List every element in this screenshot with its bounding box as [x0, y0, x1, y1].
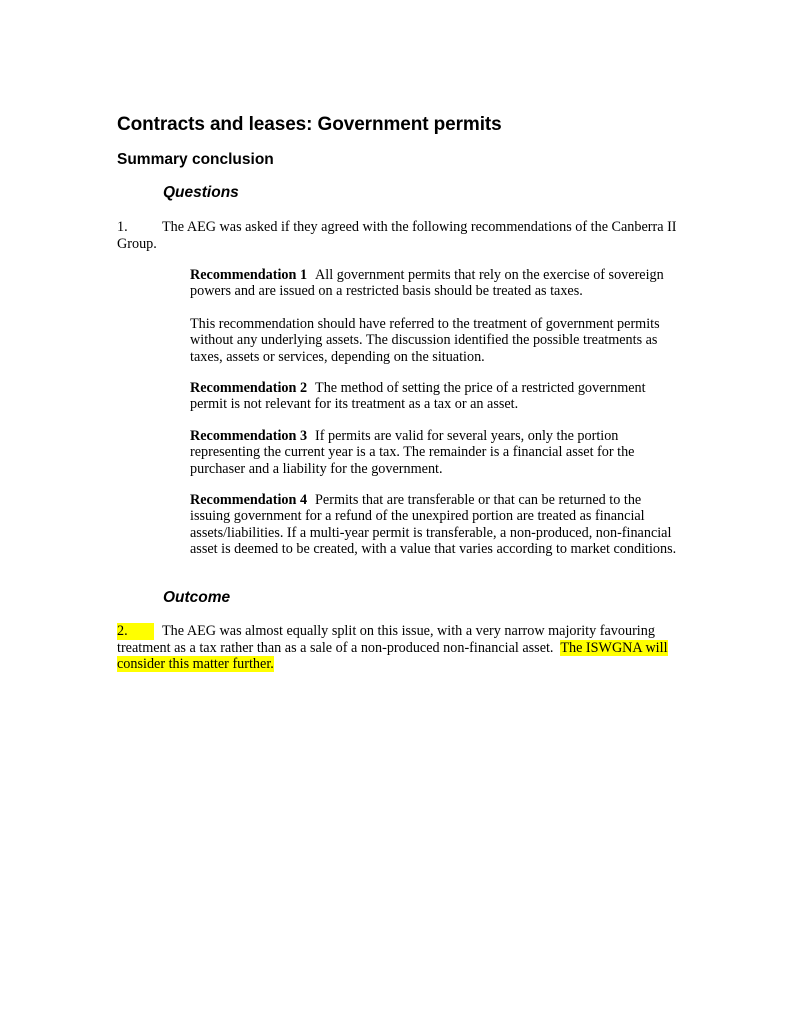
paragraph-number: 1.: [117, 219, 128, 235]
recommendation-1: [190, 267, 680, 300]
paragraph-number: 2.: [117, 623, 154, 640]
highlighted-text: The ISWGNA will consider this matter further.: [117, 639, 668, 672]
recommendation-text: All government permits that rely on the exercise of sovereign powers and are issued on a restricted basis should be treated as taxes.: [190, 267, 664, 300]
recommendation-title: Recommendation 2: [190, 380, 308, 396]
recommendation-title: Recommendation 4: [190, 492, 308, 508]
paragraph-2: [117, 623, 677, 673]
paragraph-text: The AEG was asked if they agreed with the following recommendations of the Canberra II Group.: [117, 219, 677, 252]
summary-heading: Summary conclusion: [117, 151, 274, 168]
recommendation-text: Permits that are transferable or that can be returned to the issuing government for a refund of the unexpired portion are treated as financial assets/liabilities. If a multi-year permit is transferable, a non-produced, non-financial asset is deemed to be created, with a value that varies according to market conditions.: [190, 492, 677, 557]
paragraph-text: The AEG was almost equally split on this issue, with a very narrow majority favouring treatment as a tax rather than as a sale of a non-produced non-financial asset.: [117, 623, 655, 656]
recommendation-title: Recommendation 1: [190, 267, 308, 283]
recommendation-text: The method of setting the price of a restricted government permit is not relevant for its treatment as a tax or an asset.: [190, 380, 646, 413]
recommendation-1-note: [190, 316, 680, 365]
outcome-heading: Outcome: [163, 589, 231, 606]
recommendation-4: [190, 492, 680, 557]
recommendation-text: If permits are valid for several years, only the portion representing the current year is a tax. The remainder is a financial asset for the purchaser and a liability for the government.: [190, 428, 635, 477]
recommendation-2: [190, 380, 680, 413]
questions-heading: Questions: [163, 184, 239, 201]
recommendation-text: This recommendation should have referred to the treatment of government permits without any underlying assets. The discussion identified the possible treatments as taxes, assets or services, depending on the situation.: [190, 316, 660, 365]
page-title: Contracts and leases: Government permits: [117, 114, 502, 135]
recommendation-3: [190, 428, 680, 477]
paragraph-1: [117, 219, 677, 252]
recommendation-title: Recommendation 3: [190, 428, 308, 444]
